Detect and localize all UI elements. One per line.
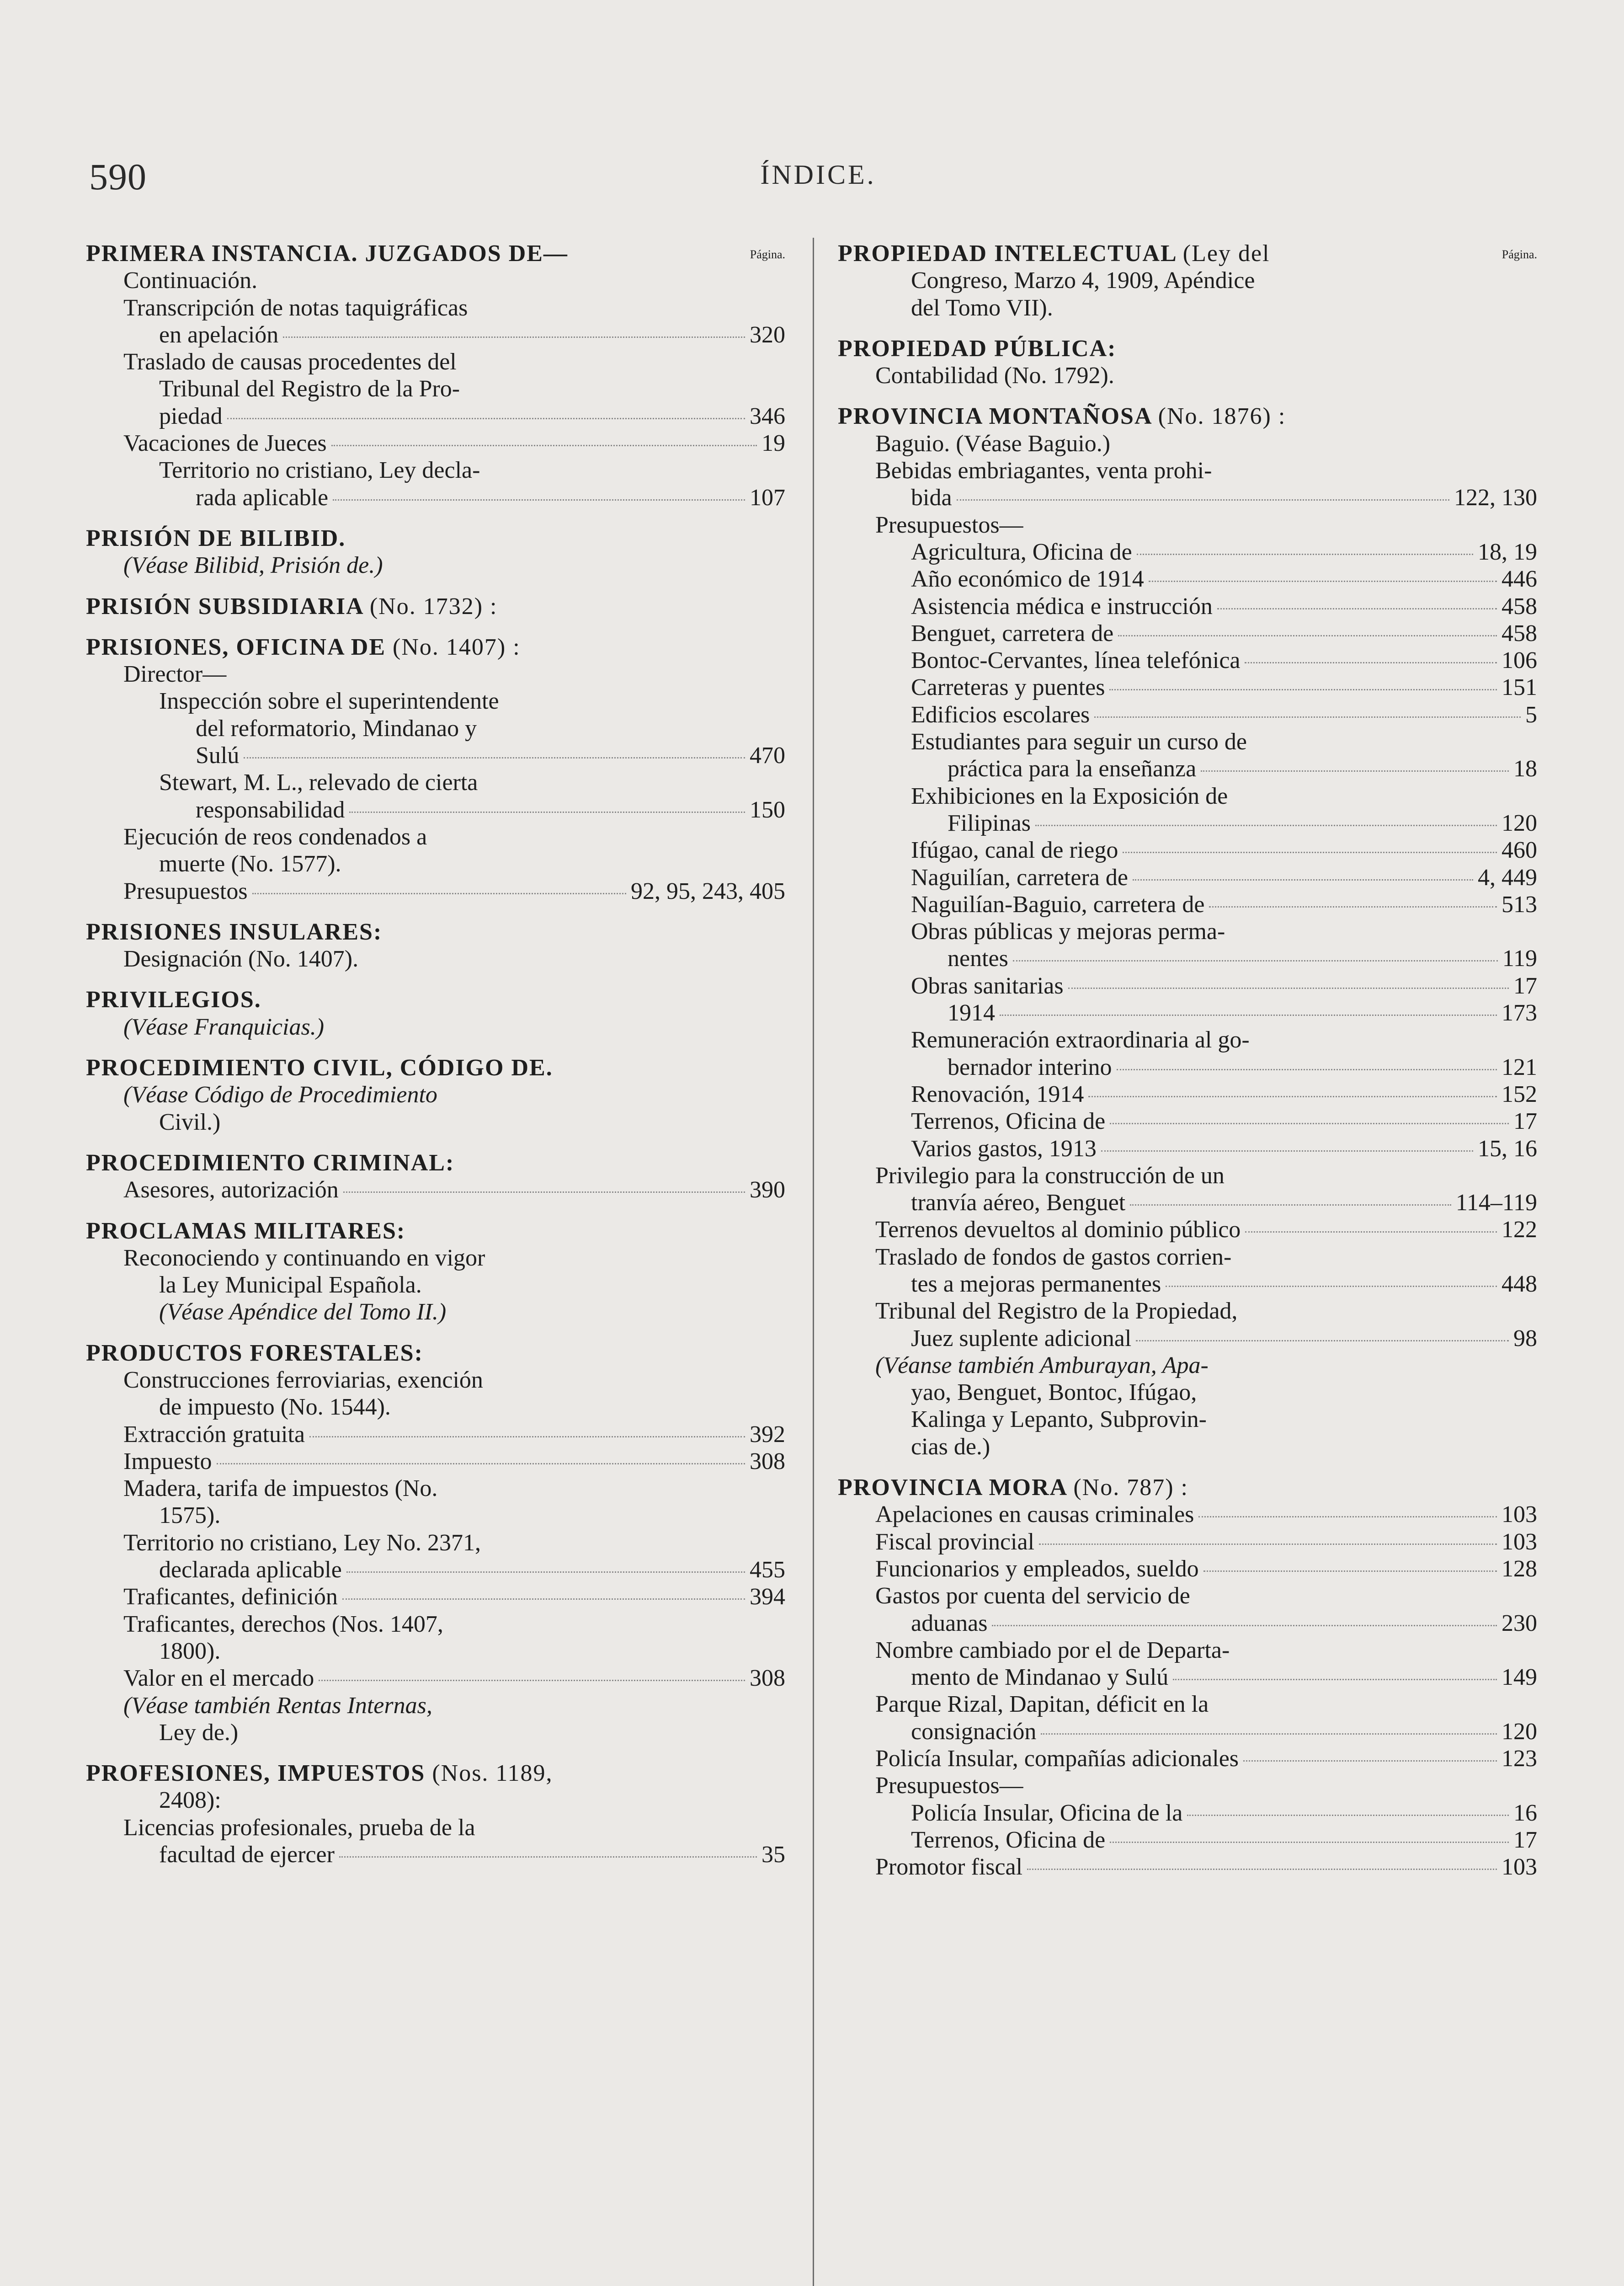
entry-line: Ifúgao, canal de riego 460 (911, 837, 1537, 864)
entry-heading: PRODUCTOS FORESTALES: (86, 1340, 423, 1366)
index-entry (86, 1218, 785, 1326)
page-ref: 458 (1502, 620, 1537, 646)
page-column-label: Página. (750, 248, 785, 261)
entry-heading: PRISIONES INSULARES: (86, 919, 383, 945)
index-entry (86, 593, 785, 620)
page-ref: 173 (1502, 1000, 1537, 1026)
entry-line: Territorio no cristiano, Ley decla- (159, 457, 480, 484)
index-entry (86, 240, 785, 511)
entry-line: consignación 120 (911, 1718, 1537, 1745)
cross-reference: Ley de.) (159, 1719, 239, 1746)
entry-line: Policía Insular, Oficina de la 16 (911, 1800, 1537, 1826)
entry-line: Designación (No. 1407). (123, 946, 359, 972)
entry-line: rada aplicable 107 (196, 484, 785, 511)
page-ref: 308 (750, 1665, 785, 1692)
entry-line: Transcripción de notas taquigráficas (123, 294, 468, 321)
entry-line: del reformatorio, Mindanao y (196, 715, 477, 742)
entry-line: 2408): (159, 1787, 221, 1814)
page-ref: 98 (1513, 1325, 1537, 1351)
index-entry (838, 1474, 1537, 1880)
entry-heading: PRISIONES, OFICINA DE (No. 1407) : (86, 634, 521, 660)
page-ref: 151 (1502, 674, 1537, 701)
page-ref: 390 (750, 1177, 785, 1203)
entry-line: Varios gastos, 1913 15, 16 (911, 1135, 1537, 1162)
entry-line: Stewart, M. L., relevado de cierta (159, 769, 478, 796)
page-ref: 320 (750, 321, 785, 348)
cross-reference: yao, Benguet, Bontoc, Ifúgao, (911, 1379, 1197, 1406)
entry-heading: PROCEDIMIENTO CRIMINAL: (86, 1149, 455, 1176)
cross-reference: (Véase Bilibid, Prisión de.) (123, 552, 383, 579)
entry-line: tranvía aéreo, Benguet 114–119 (911, 1190, 1537, 1216)
entry-line: Carreteras y puentes 151 (911, 674, 1537, 701)
page-ref: 92, 95, 243, 405 (631, 878, 785, 904)
entry-line: Bontoc-Cervantes, línea telefónica 106 (911, 647, 1537, 674)
entry-line: tes a mejoras permanentes 448 (911, 1271, 1537, 1297)
entry-line: 1914 173 (948, 1000, 1537, 1026)
page-ref: 107 (750, 484, 785, 511)
entry-line: facultad de ejercer 35 (159, 1842, 785, 1868)
entry-line: Terrenos, Oficina de 17 (911, 1108, 1537, 1135)
cross-reference: Kalinga y Lepanto, Subprovin- (911, 1406, 1207, 1433)
page-ref: 122 (1502, 1217, 1537, 1243)
page-ref: 18 (1513, 756, 1537, 782)
index-entry (86, 1149, 785, 1204)
page-ref: 103 (1502, 1501, 1537, 1528)
page-ref: 149 (1502, 1664, 1537, 1691)
entry-line: del Tomo VII). (911, 294, 1053, 321)
entry-heading: PROCEDIMIENTO CIVIL, CÓDIGO DE. (86, 1055, 553, 1081)
page-ref: 114–119 (1455, 1190, 1537, 1216)
entry-heading: PROPIEDAD PÚBLICA: (838, 335, 1117, 362)
page-ref: 17 (1513, 1827, 1537, 1853)
entry-heading: PROVINCIA MONTAÑOSA (No. 1876) : (838, 403, 1286, 430)
cross-reference: (Véase Código de Procedimiento (123, 1082, 437, 1108)
index-entry (838, 240, 1537, 321)
page-ref: 460 (1502, 837, 1537, 864)
entry-line: Tribunal del Registro de la Propiedad, (875, 1298, 1238, 1325)
index-entry (86, 634, 785, 905)
entry-line: Madera, tarifa de impuestos (No. (123, 1475, 438, 1502)
entry-line: Director— (123, 661, 227, 688)
index-entry (86, 1054, 785, 1136)
entry-line: bernador interino 121 (948, 1054, 1537, 1080)
cross-reference: (Véase Franquicias.) (123, 1014, 325, 1040)
entry-line: 1575). (159, 1502, 221, 1529)
page-ref: 120 (1502, 1718, 1537, 1745)
entry-heading: PROCLAMAS MILITARES: (86, 1218, 406, 1244)
entry-line: Territorio no cristiano, Ley No. 2371, (123, 1529, 481, 1556)
entry-line: Traslado de causas procedentes del (123, 349, 457, 375)
page-ref: 123 (1502, 1746, 1537, 1772)
page-ref: 308 (750, 1448, 785, 1474)
entry-line: mento de Mindanao y Sulú 149 (911, 1664, 1537, 1691)
page-ref: 150 (750, 796, 785, 823)
entry-line: Traficantes, definición 394 (123, 1584, 785, 1610)
entry-line: Licencias profesionales, prueba de la (123, 1814, 475, 1841)
page-ref: 19 (761, 430, 785, 457)
entry-line: Obras públicas y mejoras perma- (911, 919, 1225, 945)
page-ref: 17 (1513, 972, 1537, 999)
page-ref: 448 (1502, 1271, 1537, 1297)
page-ref: 152 (1502, 1081, 1537, 1107)
entry-line: Ejecución de reos condenados a (123, 823, 427, 850)
cross-reference: (Véase Apéndice del Tomo II.) (159, 1299, 447, 1325)
page-ref: 392 (750, 1421, 785, 1447)
entry-line: Terrenos, Oficina de 17 (911, 1827, 1537, 1853)
entry-line: declarada aplicable 455 (159, 1557, 785, 1583)
index-entry (838, 335, 1537, 390)
entry-heading: PROFESIONES, IMPUESTOS (Nos. 1189, (86, 1760, 553, 1787)
page-ref: 455 (750, 1557, 785, 1583)
left-column (86, 240, 785, 1882)
entry-line: Policía Insular, compañías adicionales 123 (875, 1746, 1537, 1772)
entry-line: Impuesto 308 (123, 1448, 785, 1474)
page-ref: 230 (1502, 1610, 1537, 1636)
page-ref: 18, 19 (1478, 539, 1537, 565)
entry-line: nentes 119 (948, 945, 1537, 972)
index-entry (86, 1760, 785, 1868)
entry-line: la Ley Municipal Española. (159, 1272, 422, 1298)
page-ref: 120 (1502, 810, 1537, 836)
page-ref: 5 (1525, 701, 1537, 728)
entry-line: Gastos por cuenta del servicio de (875, 1583, 1190, 1609)
entry-line: Benguet, carretera de 458 (911, 620, 1537, 646)
entry-line: Promotor fiscal 103 (875, 1854, 1537, 1880)
entry-line: Año económico de 1914 446 (911, 566, 1537, 593)
page-ref: 121 (1502, 1054, 1537, 1080)
entry-line: Privilegio para la construcción de un (875, 1162, 1225, 1189)
page-ref: 16 (1513, 1800, 1537, 1826)
entry-line: Reconociendo y continuando en vigor (123, 1244, 485, 1271)
entry-line: Naguilían, carretera de 4, 449 (911, 864, 1537, 891)
entry-line: Presupuestos— (875, 1773, 1023, 1799)
entry-line: Filipinas 120 (948, 810, 1537, 836)
cross-reference: Civil.) (159, 1109, 221, 1135)
entry-line: Naguilían-Baguio, carretera de 513 (911, 891, 1537, 918)
entry-line: Obras sanitarias 17 (911, 972, 1537, 999)
entry-line: Congreso, Marzo 4, 1909, Apéndice (911, 267, 1255, 294)
entry-line: responsabilidad 150 (196, 796, 785, 823)
entry-line: Presupuestos— (875, 512, 1023, 538)
column-divider (813, 238, 814, 2286)
page-column-label: Página. (1502, 248, 1537, 261)
entry-line: 1800). (159, 1638, 221, 1664)
entry-heading: PRISIÓN SUBSIDIARIA (No. 1732) : (86, 593, 498, 620)
entry-line: Construcciones ferroviarias, exención (123, 1367, 483, 1393)
entry-line: práctica para la enseñanza 18 (948, 756, 1537, 782)
page-ref: 513 (1502, 891, 1537, 918)
page-ref: 128 (1502, 1555, 1537, 1582)
entry-line: Presupuestos 92, 95, 243, 405 (123, 878, 785, 904)
page-number: 590 (89, 156, 147, 198)
index-entry (86, 1340, 785, 1746)
entry-line: piedad 346 (159, 403, 785, 429)
entry-line: Valor en el mercado 308 (123, 1665, 785, 1692)
page-ref: 394 (750, 1584, 785, 1610)
entry-line: Parque Rizal, Dapitan, déficit en la (875, 1691, 1209, 1718)
page-ref: 346 (750, 403, 785, 429)
entry-line: Extracción gratuita 392 (123, 1421, 785, 1447)
cross-reference: Baguio. (Véase Baguio.) (875, 430, 1111, 457)
entry-line: Remuneración extraordinaria al go- (911, 1027, 1250, 1053)
entry-line: Traslado de fondos de gastos corrien- (875, 1244, 1232, 1270)
entry-heading: PRIMERA INSTANCIA. JUZGADOS DE— Página. (86, 240, 785, 267)
entry-line: Continuación. (123, 267, 258, 294)
page-ref: 446 (1502, 566, 1537, 593)
entry-line: Asesores, autorización 390 (123, 1177, 785, 1203)
page-ref: 103 (1502, 1528, 1537, 1555)
page-ref: 15, 16 (1478, 1135, 1537, 1162)
index-entry (86, 919, 785, 973)
entry-line: Terrenos devueltos al dominio público 122 (875, 1217, 1537, 1243)
page-title: ÍNDICE. (760, 160, 876, 190)
page-ref: 122, 130 (1454, 485, 1537, 511)
entry-line: Bebidas embriagantes, venta prohi- (875, 458, 1212, 484)
entry-heading: PROPIEDAD INTELECTUAL (Ley del Página. (838, 240, 1537, 267)
page-ref: 17 (1513, 1108, 1537, 1135)
cross-reference: (Véase también Rentas Internas, (123, 1692, 432, 1719)
right-column (838, 240, 1537, 1895)
entry-line: Fiscal provincial 103 (875, 1528, 1537, 1555)
page-ref: 119 (1502, 945, 1537, 972)
entry-line: Juez suplente adicional 98 (911, 1325, 1537, 1351)
index-entry (86, 525, 785, 579)
entry-line: aduanas 230 (911, 1610, 1537, 1636)
entry-line: Funcionarios y empleados, sueldo 128 (875, 1555, 1537, 1582)
cross-reference: cias de.) (911, 1433, 990, 1460)
entry-line: Apelaciones en causas criminales 103 (875, 1501, 1537, 1528)
entry-line: Contabilidad (No. 1792). (875, 363, 1114, 389)
entry-line: muerte (No. 1577). (159, 851, 341, 877)
page-ref: 103 (1502, 1854, 1537, 1880)
entry-line: Sulú 470 (196, 742, 785, 769)
entry-line: de impuesto (No. 1544). (159, 1394, 391, 1421)
entry-line: Traficantes, derechos (Nos. 1407, (123, 1611, 443, 1637)
entry-heading: PROVINCIA MORA (No. 787) : (838, 1474, 1188, 1501)
entry-line: bida 122, 130 (911, 485, 1537, 511)
index-entry (86, 986, 785, 1041)
entry-line: Renovación, 1914 152 (911, 1081, 1537, 1107)
entry-heading: PRISIÓN DE BILIBID. (86, 525, 346, 551)
entry-line: Inspección sobre el superintendente (159, 688, 499, 715)
cross-reference: (Véanse también Amburayan, Apa- (875, 1352, 1209, 1378)
page-ref: 4, 449 (1478, 864, 1537, 891)
entry-line: Nombre cambiado por el de Departa- (875, 1637, 1230, 1663)
entry-heading: PRIVILEGIOS. (86, 987, 261, 1013)
entry-line: Asistencia médica e instrucción 458 (911, 593, 1537, 620)
entry-line: en apelación 320 (159, 321, 785, 348)
entry-line: Exhibiciones en la Exposición de (911, 783, 1228, 809)
index-entry (838, 403, 1537, 1460)
entry-line: Tribunal del Registro de la Pro- (159, 376, 460, 402)
entry-line: Agricultura, Oficina de 18, 19 (911, 539, 1537, 565)
entry-line: Edificios escolares 5 (911, 701, 1537, 728)
entry-line: Estudiantes para seguir un curso de (911, 729, 1247, 755)
page-ref: 458 (1502, 593, 1537, 620)
page-ref: 106 (1502, 647, 1537, 674)
entry-line: Vacaciones de Jueces 19 (123, 430, 785, 457)
page-ref: 35 (761, 1842, 785, 1868)
page-ref: 470 (750, 742, 785, 769)
